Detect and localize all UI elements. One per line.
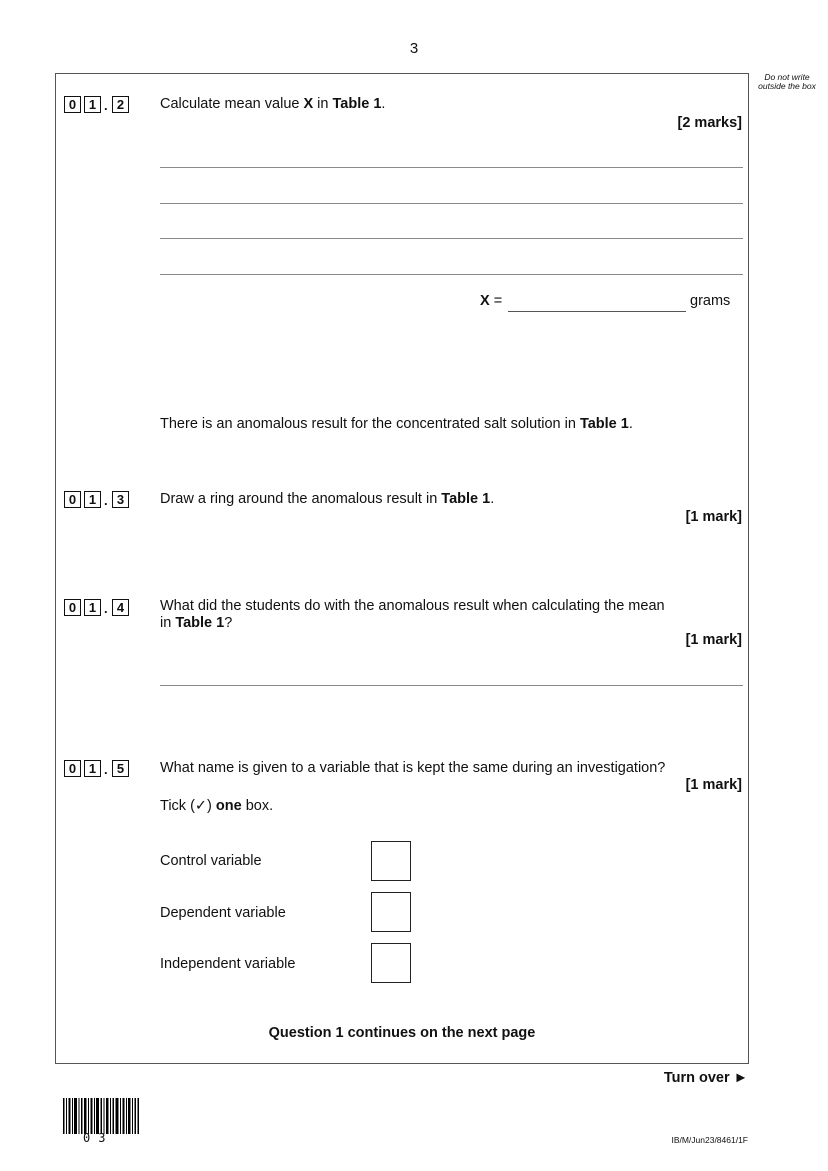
answer-line[interactable]	[160, 274, 743, 275]
question-digit-box: 3	[112, 491, 129, 508]
continues-note: Question 1 continues on the next page	[268, 1025, 536, 1041]
tick-box-dependent[interactable]	[371, 892, 411, 932]
text-segment: .	[628, 416, 633, 432]
answer-line[interactable]	[160, 238, 743, 239]
equals-sign: =	[489, 293, 503, 309]
text-segment: Tick (✓)	[160, 798, 216, 814]
marks-label: [1 mark]	[685, 632, 742, 648]
text-segment: in	[313, 96, 333, 112]
paper-code: IB/M/Jun23/8461/1F	[671, 1135, 748, 1145]
text-segment-bold: Table 1	[579, 416, 629, 432]
marks-label: [1 mark]	[685, 509, 742, 525]
question-01-4-line1: What did the students do with the anomalous result when calculating the mean	[160, 598, 665, 614]
option-label-dependent: Dependent variable	[160, 905, 286, 921]
question-digit-box: 1	[84, 599, 101, 616]
question-digit-box: 4	[112, 599, 129, 616]
answer-label	[480, 293, 502, 310]
marks-label: [2 marks]	[677, 115, 742, 131]
question-digit-box: 1	[84, 96, 101, 113]
tick-box-independent[interactable]	[371, 943, 411, 983]
marks-label: [1 mark]	[685, 777, 742, 793]
text-segment: .	[381, 96, 386, 112]
text-segment-bold: one	[215, 798, 242, 814]
variable-x-label: X	[480, 293, 490, 309]
anomaly-intro-text	[160, 416, 633, 433]
page-number: 3	[409, 40, 419, 57]
margin-note: Do not write outside the box	[758, 72, 816, 91]
question-dot: .	[104, 762, 108, 777]
question-number-01-2	[64, 94, 132, 113]
question-01-5-text: What name is given to a variable that is kept the same during an investigation?	[160, 760, 666, 776]
tick-box-control[interactable]	[371, 841, 411, 881]
option-label-control: Control variable	[160, 853, 262, 869]
text-segment: ?	[224, 615, 233, 631]
text-segment: Draw a ring around the anomalous result in	[160, 491, 442, 507]
question-digit-box: 0	[64, 96, 81, 113]
question-dot: .	[104, 493, 108, 508]
text-segment-bold: X	[303, 96, 314, 112]
text-segment: There is an anomalous result for the concentrated salt solution in	[160, 416, 580, 432]
option-label-independent: Independent variable	[160, 956, 296, 972]
question-dot: .	[104, 601, 108, 616]
question-number-01-3	[64, 489, 132, 508]
barcode-icon	[63, 1098, 139, 1134]
question-digit-box: 0	[64, 760, 81, 777]
text-segment: .	[490, 491, 495, 507]
answer-blank[interactable]	[508, 311, 686, 312]
tick-instruction	[160, 798, 273, 815]
question-digit-box: 1	[84, 760, 101, 777]
question-digit-box: 0	[64, 491, 81, 508]
question-digit-box: 0	[64, 599, 81, 616]
question-number-01-5	[64, 758, 132, 777]
question-01-4-line2	[160, 615, 232, 632]
text-segment: in	[160, 615, 176, 631]
barcode-digits: 03	[83, 1131, 114, 1145]
question-digit-box: 2	[112, 96, 129, 113]
question-dot: .	[104, 98, 108, 113]
answer-line[interactable]	[160, 685, 743, 686]
answer-line[interactable]	[160, 203, 743, 204]
answer-unit: grams	[690, 293, 731, 309]
question-digit-box: 1	[84, 491, 101, 508]
text-segment: Calculate mean value	[160, 96, 304, 112]
question-01-2-text	[160, 96, 385, 113]
turn-over-label: Turn over ►	[663, 1070, 748, 1086]
question-number-01-4	[64, 597, 132, 616]
text-segment-bold: Table 1	[441, 491, 491, 507]
text-segment-bold: Table 1	[175, 615, 225, 631]
text-segment-bold: Table 1	[332, 96, 382, 112]
question-digit-box: 5	[112, 760, 129, 777]
question-01-3-text	[160, 491, 494, 508]
text-segment: box.	[241, 798, 274, 814]
answer-line[interactable]	[160, 167, 743, 168]
